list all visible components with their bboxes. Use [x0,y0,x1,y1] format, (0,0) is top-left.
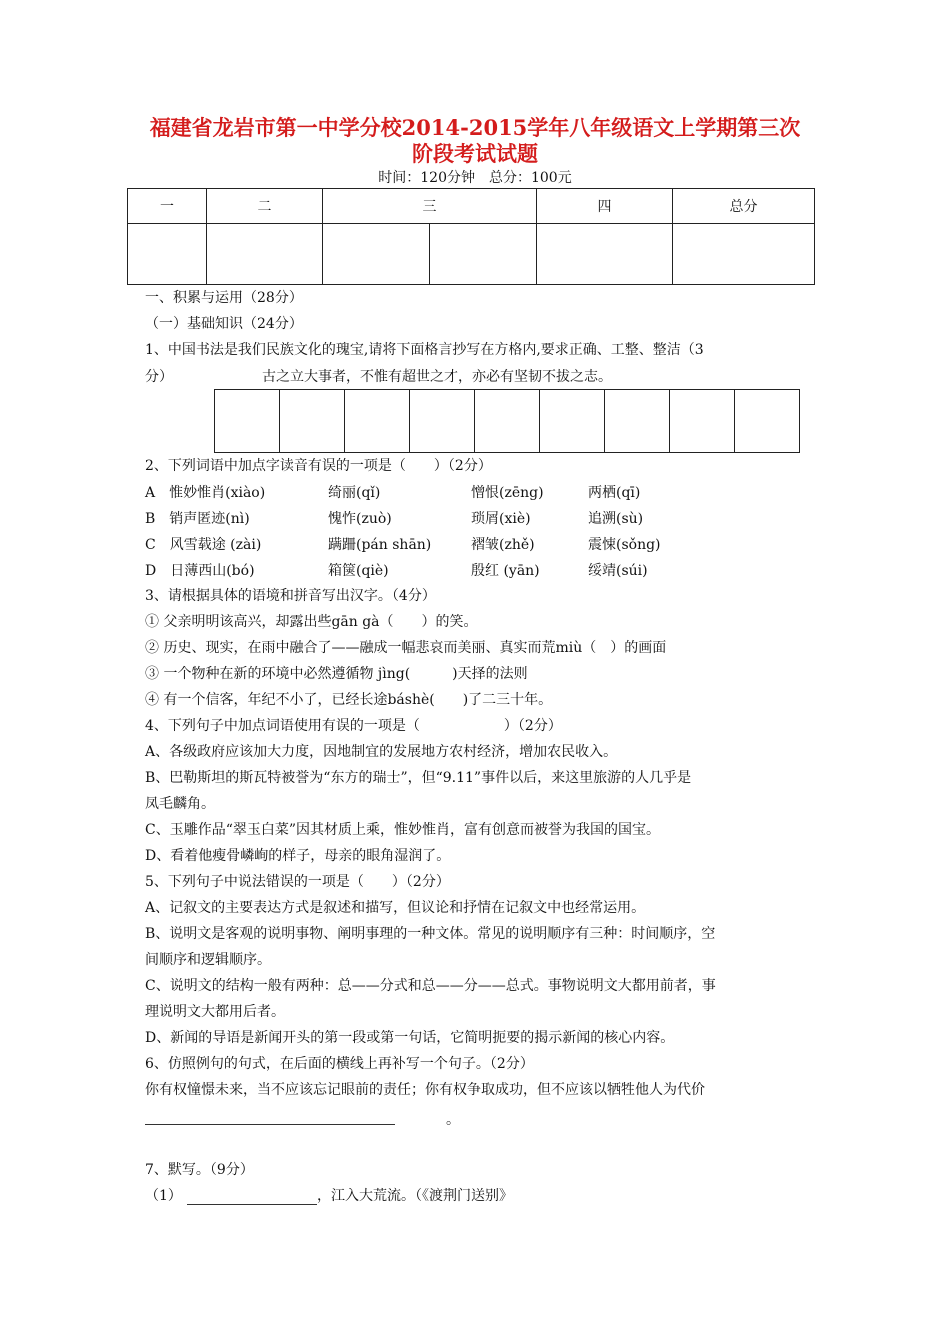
score-cell[interactable] [537,224,673,285]
q6-period: 。 [446,1112,460,1128]
q3-item-1: ① 父亲明明该高兴，却露出些gān gà（ ）的笑。 [145,614,478,630]
writing-grid [214,389,800,453]
title-line-2: 阶段考试试题 [412,141,538,166]
score-cell[interactable] [673,224,815,285]
score-header-total: 总分 [673,189,815,224]
q2-option-c-3: 褶皱(zhě) [471,537,535,553]
q2-option-b-4: 追溯(sù) [588,511,644,527]
q4-option-b-line1: B、巴勒斯坦的斯瓦特被誉为“东方的瑞士”，但“9.11”事件以后，来这里旅游的人几乎是 [145,770,692,786]
exam-info: 时间：120分钟 总分：100元 [378,170,572,186]
q4-option-d: D、看着他瘦骨嶙峋的样子，母亲的眼角湿润了。 [145,848,451,864]
q5-stem: 5、下列句子中说法错误的一项是（ ）（2分） [145,874,450,890]
q2-option-d-2: 箱箧(qiè) [328,563,389,579]
q2-option-d-1: D 日薄西山(bó) [145,563,255,579]
writing-cell[interactable] [475,390,540,452]
score-cell[interactable] [430,224,537,285]
writing-cell[interactable] [540,390,605,452]
score-cell[interactable] [128,224,207,285]
q2-option-a-4: 两栖(qī) [588,485,641,501]
q2-option-c-1: C 风雪载途 (zài) [145,537,262,553]
q4-stem: 4、下列句子中加点词语使用有误的一项是（ ）（2分） [145,718,562,734]
q2-option-d-3: 殷红 (yān) [471,563,540,579]
writing-cell[interactable] [215,390,280,452]
q1-stem: 1、中国书法是我们民族文化的瑰宝,请将下面格言抄写在方格内,要求正确、工整、整洁（3 [145,342,704,358]
writing-cell[interactable] [410,390,475,452]
writing-cell[interactable] [735,390,799,452]
q5-option-a: A、记叙文的主要表达方式是叙述和描写，但议论和抒情在记叙文中也经常运用。 [145,900,646,916]
writing-cell[interactable] [670,390,735,452]
score-table [127,188,815,285]
q6-stem: 6、仿照例句的句式，在后面的横线上再补写一个句子。（2分） [145,1056,534,1072]
q7-item-1-blank[interactable] [187,1204,317,1205]
q2-option-a-1: A 惟妙惟肖(xiào) [145,485,266,501]
score-header-4: 四 [537,189,673,224]
q4-option-b-line2: 凤毛麟角。 [145,796,215,812]
score-cell[interactable] [207,224,323,285]
score-table-blank-row [128,224,815,285]
q7-stem: 7、默写。（9分） [145,1162,254,1178]
q1-motto: 古之立大事者，不惟有超世之才，亦必有坚韧不拔之志。 [262,369,612,385]
q2-option-c-4: 震悚(sǒng) [588,537,661,553]
q1-score: 分） [145,369,173,385]
q5-option-d: D、新闻的导语是新闻开头的第一段或第一句话，它简明扼要的揭示新闻的核心内容。 [145,1030,675,1046]
writing-cell[interactable] [605,390,670,452]
q3-item-4: ④ 有一个信客，年纪不小了，已经长途báshè( )了二三十年。 [145,692,553,708]
q2-stem: 2、下列词语中加点字读音有误的一项是（ ）（2分） [145,458,492,474]
q2-option-a-3: 憎恨(zēng) [471,485,544,501]
q3-item-3: ③ 一个物种在新的环境中必然遵循物 jìng( )天择的法则 [145,666,528,682]
q2-option-b-3: 琐屑(xiè) [471,511,531,527]
score-cell[interactable] [323,224,430,285]
q5-option-b-line1: B、说明文是客观的说明事物、阐明事理的一种文体。常见的说明顺序有三种：时间顺序，空 [145,926,716,942]
q2-option-b-2: 愧怍(zuò) [328,511,392,527]
writing-cell[interactable] [345,390,410,452]
q5-option-c-line2: 理说明文大都用后者。 [145,1004,285,1020]
section-subheading: （一）基础知识（24分） [145,316,303,332]
q6-example: 你有权憧憬未来，当不应该忘记眼前的责任；你有权争取成功，但不应该以牺牲他人为代价 [145,1082,705,1098]
writing-cell[interactable] [280,390,345,452]
title-line-1: 福建省龙岩市第一中学分校2014-2015学年八年级语文上学期第三次 [149,115,801,140]
q2-option-c-2: 蹒跚(pán shān) [328,537,432,553]
score-table-header-row [128,189,815,224]
q2-option-a-2: 绮丽(qǐ) [328,485,381,501]
q2-option-b-1: B 销声匿迹(nì) [145,511,250,527]
q2-option-d-4: 绥靖(súi) [588,563,648,579]
score-header-2: 二 [207,189,323,224]
q4-option-a: A、各级政府应该加大力度，因地制宜的发展地方农村经济，增加农民收入。 [145,744,618,760]
section-heading: 一、积累与运用（28分） [145,290,303,306]
q7-item-1-number: （1） [145,1188,182,1204]
q3-item-2: ② 历史、现实，在雨中融合了——融成一幅悲哀而美丽、真实而荒miù（ ）的画面 [145,640,667,656]
q6-answer-line[interactable] [145,1124,395,1125]
q3-stem: 3、请根据具体的语境和拼音写出汉字。（4分） [145,588,436,604]
score-header-3: 三 [323,189,537,224]
q7-item-1-text: ，江入大荒流。（《渡荆门送别》 [317,1188,513,1204]
q4-option-c: C、玉雕作品“翠玉白菜”因其材质上乘，惟妙惟肖，富有创意而被誉为我国的国宝。 [145,822,661,838]
q5-option-b-line2: 间顺序和逻辑顺序。 [145,952,271,968]
q5-option-c-line1: C、说明文的结构一般有两种：总——分式和总——分——总式。事物说明文大都用前者，事 [145,978,716,994]
score-header-1: 一 [128,189,207,224]
